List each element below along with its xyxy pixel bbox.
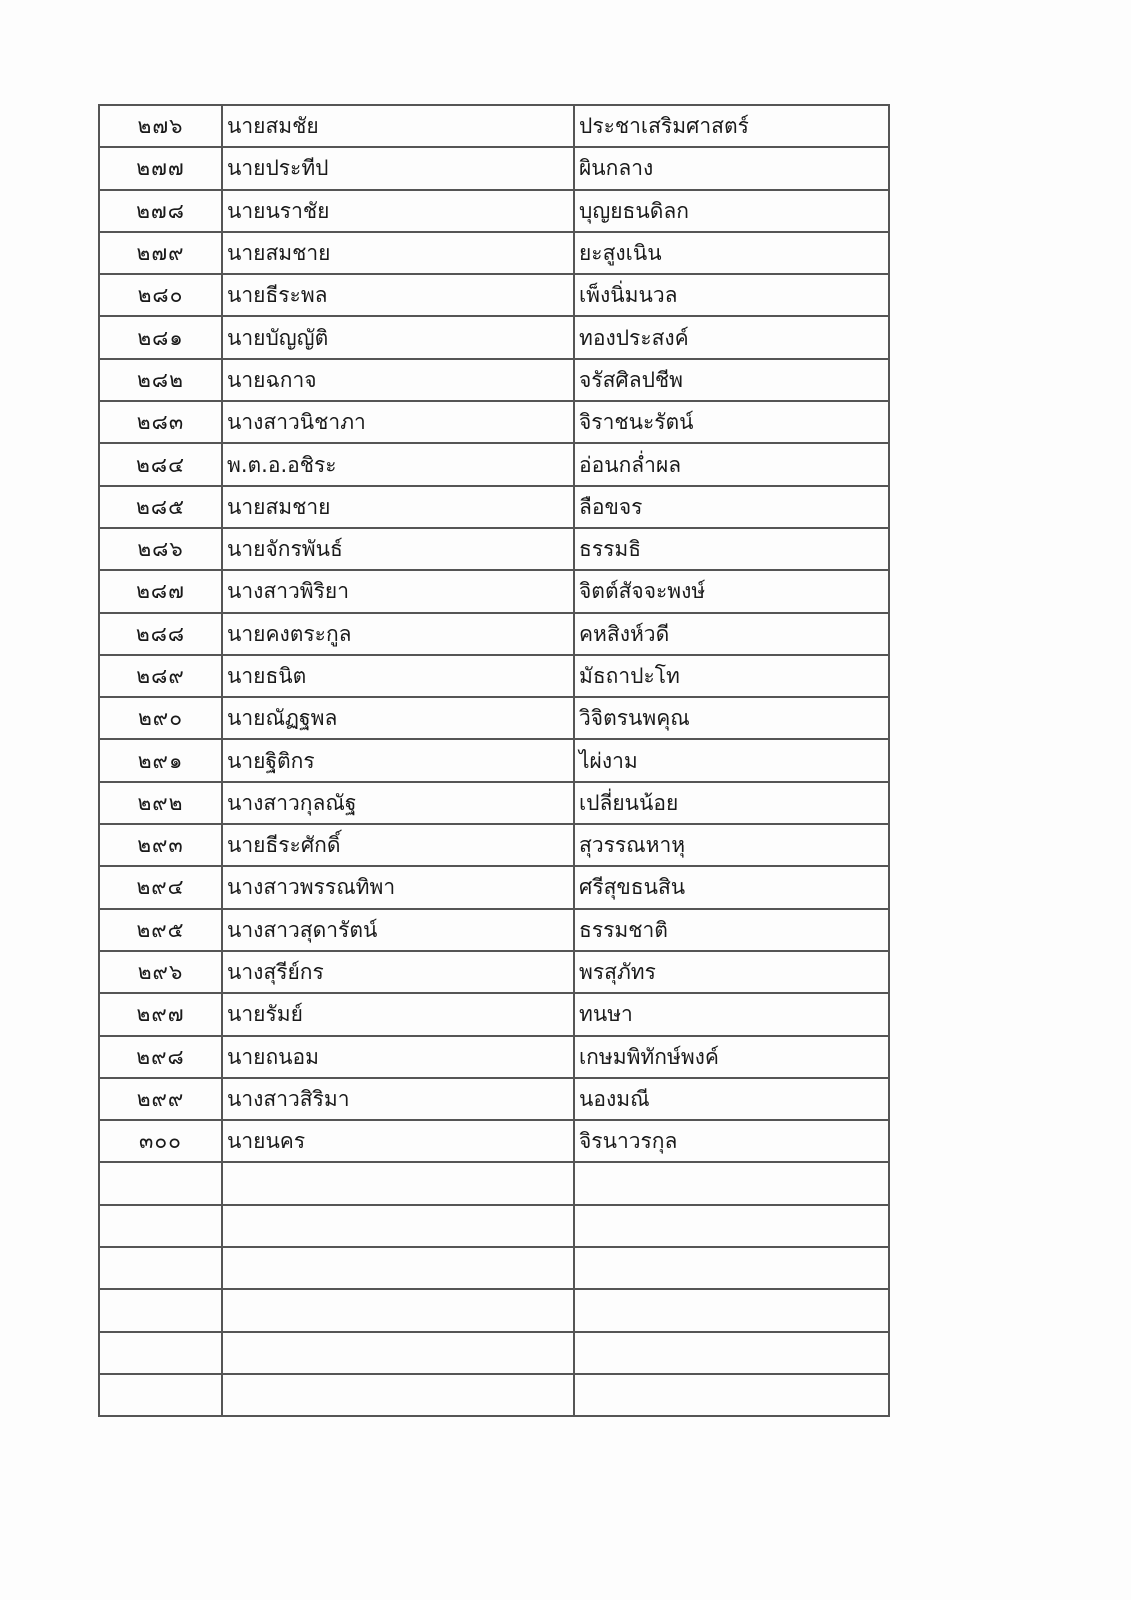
table-row [99,232,889,274]
first-name-cell: นายฉกาจ [222,359,574,401]
last-name-cell: ศรีสุขธนสิน [574,866,889,908]
last-name-cell: ผินกลาง [574,147,889,189]
last-name-cell: เพ็งนิ่มนวล [574,274,889,316]
last-name-cell: ทองประสงค์ [574,316,889,358]
last-name-cell: ไผ่งาม [574,739,889,781]
table-row [99,1120,889,1162]
table-row [99,147,889,189]
first-name-cell: นางสาวนิชาภา [222,401,574,443]
table-row [99,909,889,951]
first-name-cell: นายประทีป [222,147,574,189]
first-name-cell: พ.ต.อ.อชิระ [222,443,574,485]
row-number-cell [99,1289,222,1331]
row-number-cell: ๒๗๘ [99,190,222,232]
row-number-cell: ๒๙๔ [99,866,222,908]
last-name-cell: ทนษา [574,993,889,1035]
last-name-cell: สุวรรณหาหุ [574,824,889,866]
row-number-cell: ๒๙๑ [99,739,222,781]
first-name-cell: นางสาวกุลณัฐ [222,782,574,824]
row-number-cell: ๒๙๙ [99,1078,222,1120]
row-number-cell: ๒๗๗ [99,147,222,189]
first-name-cell: นายนคร [222,1120,574,1162]
row-number-cell: ๒๙๓ [99,824,222,866]
last-name-cell [574,1374,889,1416]
first-name-cell: นายรัมย์ [222,993,574,1035]
table-row [99,1374,889,1416]
table-row [99,1247,889,1289]
table-row [99,866,889,908]
first-name-cell: นายสมชาย [222,232,574,274]
table-row [99,401,889,443]
row-number-cell: ๒๘๕ [99,486,222,528]
first-name-cell: นางสุรีย์กร [222,951,574,993]
table-row [99,1036,889,1078]
row-number-cell: ๒๗๙ [99,232,222,274]
first-name-cell [222,1162,574,1204]
first-name-cell: นายจักรพันธ์ [222,528,574,570]
last-name-cell [574,1247,889,1289]
first-name-cell: นายคงตระกูล [222,613,574,655]
first-name-cell: นายธีระศักดิ์ [222,824,574,866]
last-name-cell: ธรรมชาติ [574,909,889,951]
row-number-cell: ๒๙๕ [99,909,222,951]
row-number-cell [99,1247,222,1289]
last-name-cell: จิราชนะรัตน์ [574,401,889,443]
row-number-cell [99,1162,222,1204]
row-number-cell: ๒๘๘ [99,613,222,655]
last-name-cell: ยะสูงเนิน [574,232,889,274]
row-number-cell: ๒๙๖ [99,951,222,993]
first-name-cell [222,1205,574,1247]
last-name-cell: ลือขจร [574,486,889,528]
last-name-cell [574,1289,889,1331]
last-name-cell [574,1332,889,1374]
row-number-cell: ๒๘๗ [99,570,222,612]
first-name-cell: นายธนิต [222,655,574,697]
row-number-cell: ๒๙๐ [99,697,222,739]
last-name-cell: จิรนาวรกุล [574,1120,889,1162]
row-number-cell: ๒๗๖ [99,105,222,147]
row-number-cell: ๒๙๒ [99,782,222,824]
table-row [99,739,889,781]
row-number-cell: ๒๘๙ [99,655,222,697]
last-name-cell: จิตต์สัจจะพงษ์ [574,570,889,612]
last-name-cell: ประชาเสริมศาสตร์ [574,105,889,147]
first-name-cell: นายสมชาย [222,486,574,528]
table-row [99,105,889,147]
table-row [99,993,889,1035]
row-number-cell: ๒๘๑ [99,316,222,358]
row-number-cell [99,1205,222,1247]
first-name-cell: นางสาวสิริมา [222,1078,574,1120]
table-row [99,1078,889,1120]
first-name-cell [222,1332,574,1374]
last-name-cell: อ่อนกล่ำผล [574,443,889,485]
first-name-cell: นายถนอม [222,1036,574,1078]
row-number-cell: ๒๘๖ [99,528,222,570]
table-row [99,570,889,612]
last-name-cell: วิจิตรนพคุณ [574,697,889,739]
table-row [99,697,889,739]
table-row [99,1162,889,1204]
last-name-cell [574,1162,889,1204]
table-row [99,316,889,358]
table-row [99,190,889,232]
first-name-cell: นางสาวพิริยา [222,570,574,612]
table-row [99,443,889,485]
name-list-body [99,105,889,1416]
first-name-cell: นายณัฏฐพล [222,697,574,739]
last-name-cell: จรัสศิลปชีพ [574,359,889,401]
first-name-cell: นางสาวสุดารัตน์ [222,909,574,951]
row-number-cell: ๒๙๘ [99,1036,222,1078]
first-name-cell [222,1374,574,1416]
row-number-cell [99,1374,222,1416]
table-row [99,528,889,570]
row-number-cell: ๒๘๓ [99,401,222,443]
table-row [99,1289,889,1331]
first-name-cell: นายสมชัย [222,105,574,147]
last-name-cell: ธรรมธิ [574,528,889,570]
first-name-cell [222,1289,574,1331]
table-row [99,486,889,528]
table-row [99,655,889,697]
name-list-table [98,104,890,1417]
last-name-cell: นองมณี [574,1078,889,1120]
row-number-cell: ๒๙๗ [99,993,222,1035]
table-row [99,613,889,655]
last-name-cell: มัธถาปะโท [574,655,889,697]
table-row [99,1205,889,1247]
first-name-cell: นายธีระพล [222,274,574,316]
first-name-cell: นายนราชัย [222,190,574,232]
row-number-cell: ๒๘๒ [99,359,222,401]
table-row [99,951,889,993]
row-number-cell [99,1332,222,1374]
table-row [99,274,889,316]
row-number-cell: ๒๘๔ [99,443,222,485]
first-name-cell: นายบัญญัติ [222,316,574,358]
first-name-cell [222,1247,574,1289]
table-row [99,359,889,401]
first-name-cell: นายฐิติกร [222,739,574,781]
last-name-cell [574,1205,889,1247]
first-name-cell: นางสาวพรรณทิพา [222,866,574,908]
last-name-cell: บุญยธนดิลก [574,190,889,232]
last-name-cell: คหสิงห์วดี [574,613,889,655]
row-number-cell: ๒๘๐ [99,274,222,316]
table-row [99,1332,889,1374]
table-row [99,824,889,866]
last-name-cell: พรสุภัทร [574,951,889,993]
row-number-cell: ๓๐๐ [99,1120,222,1162]
last-name-cell: เกษมพิทักษ์พงค์ [574,1036,889,1078]
last-name-cell: เปลี่ยนน้อย [574,782,889,824]
table-row [99,782,889,824]
